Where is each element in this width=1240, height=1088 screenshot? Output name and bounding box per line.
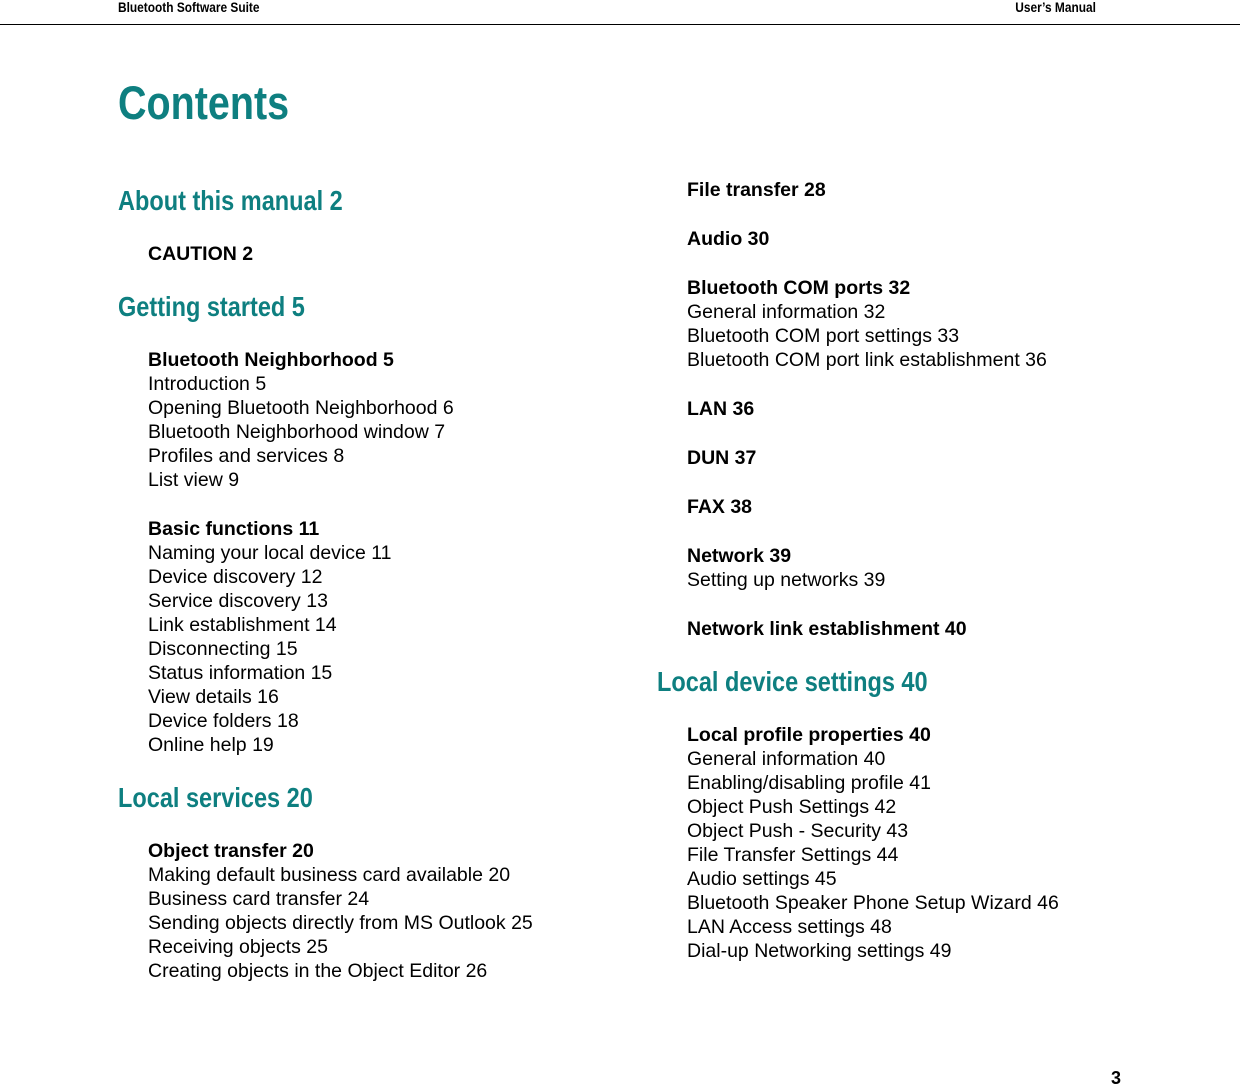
header-manual-label: User’s Manual [1015, 0, 1096, 15]
toc-entry[interactable]: Status information 15 [148, 662, 333, 684]
toc-subsection[interactable]: Bluetooth Neighborhood 5 [148, 349, 394, 371]
toc-entry[interactable]: Setting up networks 39 [687, 569, 886, 591]
toc-entry[interactable]: Bluetooth COM port settings 33 [687, 325, 960, 347]
toc-entry[interactable]: View details 16 [148, 686, 279, 708]
toc-section-heading[interactable]: Getting started 5 [118, 291, 305, 322]
toc-group [687, 544, 1059, 592]
toc-subsection[interactable]: File transfer 28 [687, 179, 826, 201]
toc-entry[interactable]: List view 9 [148, 469, 240, 491]
toc-group [687, 178, 1059, 202]
toc-subsection[interactable]: Local profile properties 40 [687, 724, 931, 746]
toc-entry[interactable]: Making default business card available 20 [148, 864, 511, 886]
toc-entry[interactable]: Bluetooth COM port link establishment 36 [687, 349, 1047, 371]
toc-entry[interactable]: Introduction 5 [148, 373, 267, 395]
toc-section-heading[interactable]: Local device settings 40 [657, 666, 928, 697]
toc-column-right [657, 178, 1059, 963]
toc-subsection[interactable]: FAX 38 [687, 496, 753, 518]
toc-subsection[interactable]: Bluetooth COM ports 32 [687, 277, 911, 299]
toc-entry[interactable]: Receiving objects 25 [148, 936, 328, 958]
toc-group [687, 446, 1059, 470]
toc-entry[interactable]: Device discovery 12 [148, 566, 323, 588]
toc-entry[interactable]: Audio settings 45 [687, 868, 837, 890]
toc-entry[interactable]: Opening Bluetooth Neighborhood 6 [148, 397, 454, 419]
toc-entry[interactable]: Profiles and services 8 [148, 445, 345, 467]
toc-entry[interactable]: Disconnecting 15 [148, 638, 298, 660]
toc-subsection[interactable]: LAN 36 [687, 398, 755, 420]
toc-entry[interactable]: Service discovery 13 [148, 590, 328, 612]
toc-group [148, 517, 533, 757]
toc-entry[interactable]: Naming your local device 11 [148, 542, 392, 564]
toc-subsection[interactable]: Basic functions 11 [148, 518, 320, 540]
page-header [0, 0, 1240, 25]
toc-subsection[interactable]: Audio 30 [687, 228, 770, 250]
toc-entry[interactable]: Dial-up Networking settings 49 [687, 940, 952, 962]
toc-entry[interactable]: Device folders 18 [148, 710, 299, 732]
toc-section-heading[interactable]: About this manual 2 [118, 185, 343, 216]
toc-entry[interactable]: Object Push Settings 42 [687, 796, 897, 818]
toc-section-heading[interactable]: Local services 20 [118, 782, 313, 813]
toc-group [148, 242, 533, 266]
toc-subsection[interactable]: Network link establishment 40 [687, 618, 967, 640]
toc-entry[interactable]: File Transfer Settings 44 [687, 844, 899, 866]
toc-entry[interactable]: General information 40 [687, 748, 886, 770]
toc-entry[interactable]: General information 32 [687, 301, 886, 323]
toc-entry[interactable]: Sending objects directly from MS Outlook 25 [148, 912, 533, 934]
toc-entry[interactable]: Enabling/disabling profile 41 [687, 772, 931, 794]
toc-column-left [118, 185, 533, 983]
toc-group [687, 723, 1059, 963]
page-title: Contents [118, 76, 290, 129]
toc-group [687, 617, 1059, 641]
page-number: 3 [1111, 1068, 1122, 1088]
toc-entry[interactable]: Object Push - Security 43 [687, 820, 909, 842]
toc-entry[interactable]: Link establishment 14 [148, 614, 337, 636]
toc-entry[interactable]: Online help 19 [148, 734, 274, 756]
toc-group [687, 397, 1059, 421]
toc-subsection[interactable]: Object transfer 20 [148, 840, 314, 862]
toc-subsection[interactable]: Network 39 [687, 545, 792, 567]
toc-entry[interactable]: Business card transfer 24 [148, 888, 370, 910]
toc-group [148, 839, 533, 983]
toc-group [148, 348, 533, 492]
toc-entry[interactable]: Bluetooth Speaker Phone Setup Wizard 46 [687, 892, 1059, 914]
toc-entry[interactable]: Creating objects in the Object Editor 26 [148, 960, 488, 982]
toc-subsection[interactable]: DUN 37 [687, 447, 757, 469]
toc-group [687, 276, 1059, 372]
toc-group [687, 227, 1059, 251]
toc-entry[interactable]: Bluetooth Neighborhood window 7 [148, 421, 446, 443]
toc-entry[interactable]: LAN Access settings 48 [687, 916, 892, 938]
toc-group [687, 495, 1059, 519]
header-doc-name: Bluetooth Software Suite [118, 0, 260, 15]
toc-subsection[interactable]: CAUTION 2 [148, 243, 254, 265]
